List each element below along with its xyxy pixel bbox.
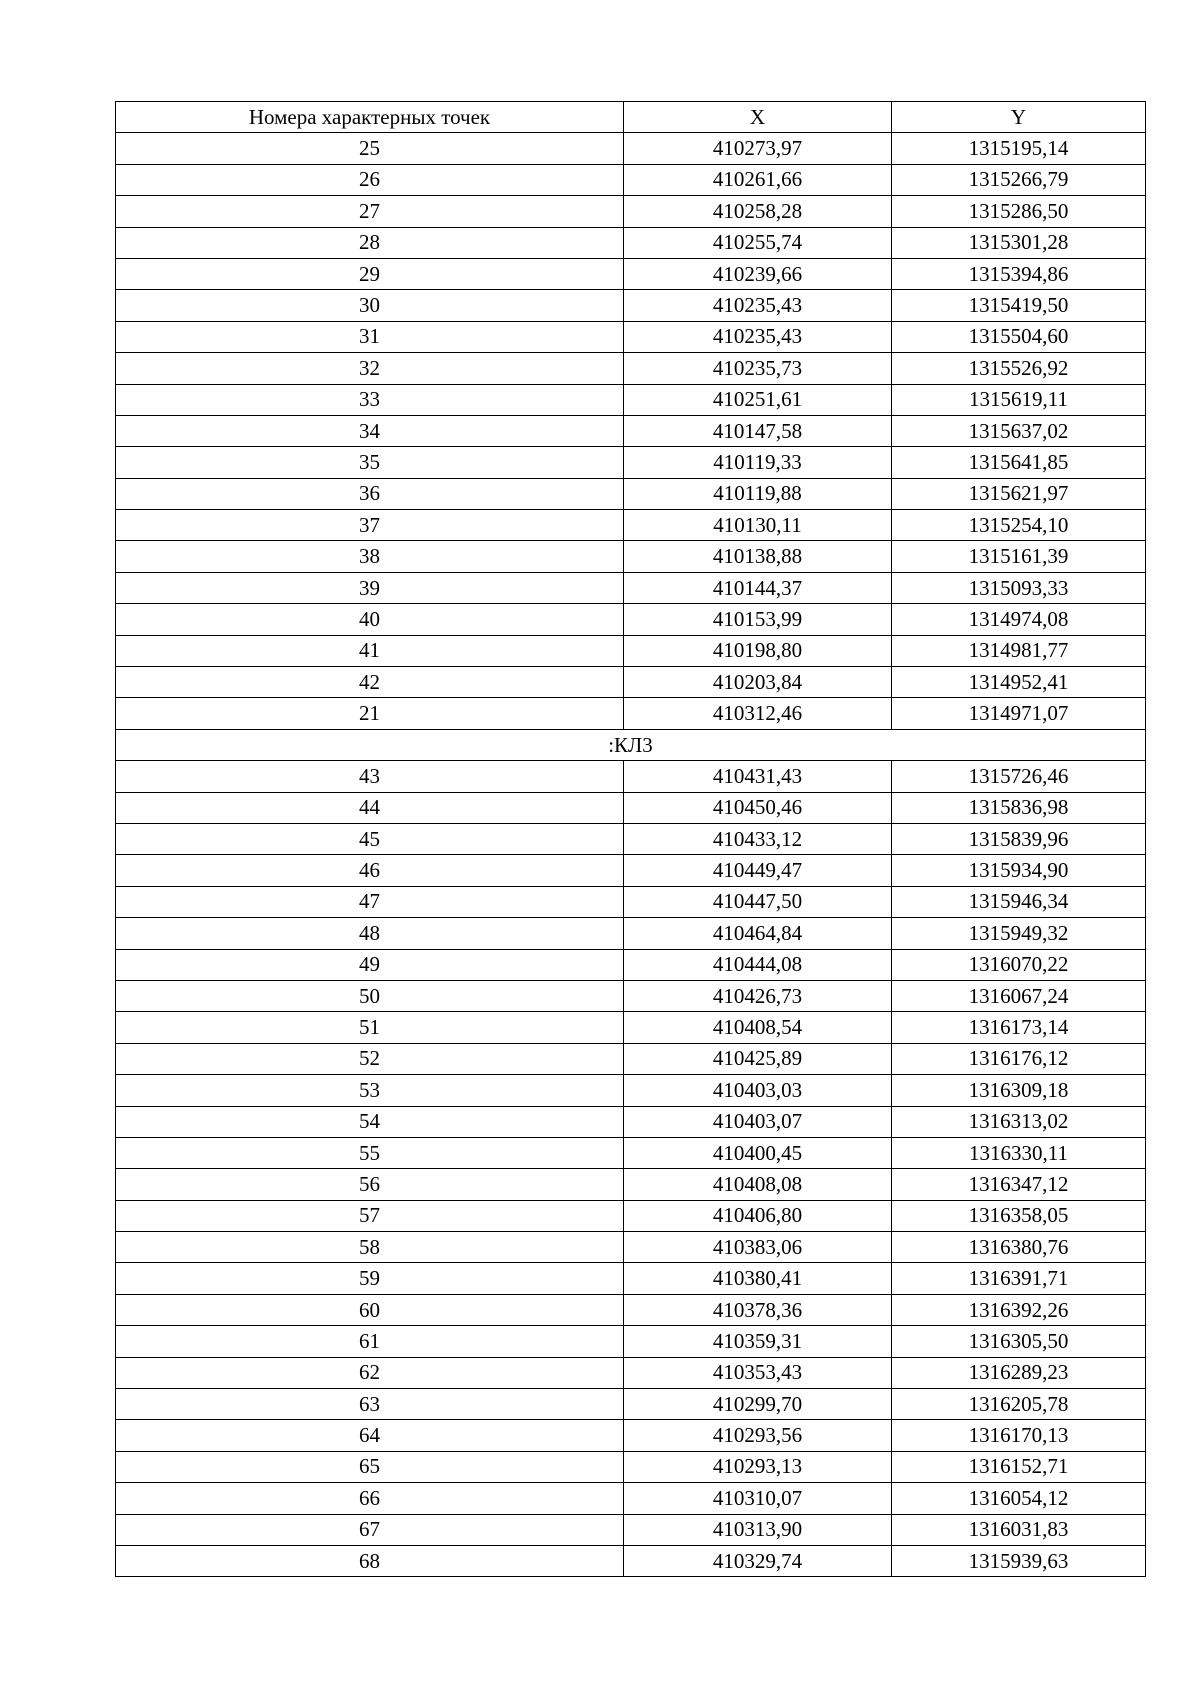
cell-x: 410464,84 [624,918,892,949]
cell-y: 1315301,28 [892,227,1146,258]
cell-point-number: 52 [116,1043,624,1074]
cell-x: 410144,37 [624,572,892,603]
table-row [116,478,1146,509]
cell-point-number: 44 [116,792,624,823]
cell-y: 1316289,23 [892,1357,1146,1388]
cell-point-number: 63 [116,1389,624,1420]
cell-y: 1315394,86 [892,258,1146,289]
cell-y: 1315619,11 [892,384,1146,415]
cell-y: 1315195,14 [892,133,1146,164]
cell-x: 410153,99 [624,604,892,635]
cell-x: 410299,70 [624,1389,892,1420]
cell-x: 410359,31 [624,1326,892,1357]
table-row [116,1232,1146,1263]
table-row [116,510,1146,541]
cell-y: 1316380,76 [892,1232,1146,1263]
cell-y: 1316070,22 [892,949,1146,980]
cell-point-number: 49 [116,949,624,980]
cell-x: 410406,80 [624,1200,892,1231]
table-row [116,415,1146,446]
cell-point-number: 51 [116,1012,624,1043]
cell-point-number: 40 [116,604,624,635]
cell-x: 410408,08 [624,1169,892,1200]
cell-point-number: 58 [116,1232,624,1263]
cell-y: 1315637,02 [892,415,1146,446]
cell-y: 1316313,02 [892,1106,1146,1137]
cell-x: 410378,36 [624,1294,892,1325]
cell-point-number: 26 [116,164,624,195]
cell-x: 410273,97 [624,133,892,164]
cell-x: 410310,07 [624,1483,892,1514]
cell-point-number: 46 [116,855,624,886]
table-row [116,1326,1146,1357]
table-row [116,1200,1146,1231]
cell-point-number: 64 [116,1420,624,1451]
cell-x: 410119,33 [624,447,892,478]
cell-y: 1314971,07 [892,698,1146,729]
cell-x: 410403,03 [624,1075,892,1106]
cell-y: 1316152,71 [892,1451,1146,1482]
cell-point-number: 68 [116,1545,624,1576]
table-row [116,1043,1146,1074]
table-row [116,164,1146,195]
table-row [116,447,1146,478]
cell-x: 410255,74 [624,227,892,258]
cell-x: 410403,07 [624,1106,892,1137]
cell-point-number: 54 [116,1106,624,1137]
cell-y: 1316305,50 [892,1326,1146,1357]
cell-x: 410450,46 [624,792,892,823]
cell-point-number: 30 [116,290,624,321]
cell-point-number: 27 [116,196,624,227]
section-label-row [116,729,1146,760]
cell-y: 1315946,34 [892,886,1146,917]
cell-x: 410235,73 [624,353,892,384]
cell-x: 410235,43 [624,321,892,352]
cell-x: 410313,90 [624,1514,892,1545]
cell-x: 410353,43 [624,1357,892,1388]
cell-y: 1315286,50 [892,196,1146,227]
cell-point-number: 32 [116,353,624,384]
cell-point-number: 37 [116,510,624,541]
cell-x: 410138,88 [624,541,892,572]
cell-point-number: 34 [116,415,624,446]
cell-point-number: 31 [116,321,624,352]
cell-x: 410329,74 [624,1545,892,1576]
cell-y: 1315266,79 [892,164,1146,195]
cell-y: 1315934,90 [892,855,1146,886]
cell-y: 1315836,98 [892,792,1146,823]
table-row [116,667,1146,698]
table-row [116,321,1146,352]
table-row [116,1169,1146,1200]
table-row [116,1389,1146,1420]
header-y: Y [892,102,1146,133]
coordinates-table [115,101,1146,1577]
cell-y: 1316170,13 [892,1420,1146,1451]
cell-point-number: 61 [116,1326,624,1357]
cell-point-number: 42 [116,667,624,698]
cell-x: 410383,06 [624,1232,892,1263]
cell-point-number: 62 [116,1357,624,1388]
header-point-number: Номера характерных точек [116,102,624,133]
table-row [116,572,1146,603]
cell-x: 410251,61 [624,384,892,415]
table-row [116,792,1146,823]
cell-y: 1316358,05 [892,1200,1146,1231]
cell-point-number: 36 [116,478,624,509]
cell-y: 1316173,14 [892,1012,1146,1043]
header-x: X [624,102,892,133]
cell-y: 1316347,12 [892,1169,1146,1200]
cell-x: 410147,58 [624,415,892,446]
cell-y: 1316054,12 [892,1483,1146,1514]
cell-x: 410239,66 [624,258,892,289]
table-row [116,1483,1146,1514]
cell-y: 1316330,11 [892,1137,1146,1168]
cell-point-number: 48 [116,918,624,949]
table-row [116,949,1146,980]
cell-x: 410431,43 [624,761,892,792]
table-row [116,1514,1146,1545]
cell-x: 410312,46 [624,698,892,729]
cell-y: 1316067,24 [892,980,1146,1011]
table-row [116,133,1146,164]
cell-x: 410408,54 [624,1012,892,1043]
cell-x: 410293,13 [624,1451,892,1482]
cell-y: 1314974,08 [892,604,1146,635]
table-row [116,258,1146,289]
table-row [116,761,1146,792]
cell-y: 1316391,71 [892,1263,1146,1294]
cell-point-number: 59 [116,1263,624,1294]
table-row [116,1357,1146,1388]
cell-point-number: 21 [116,698,624,729]
cell-x: 410261,66 [624,164,892,195]
table-row [116,918,1146,949]
cell-y: 1315839,96 [892,823,1146,854]
cell-y: 1315726,46 [892,761,1146,792]
table-row [116,855,1146,886]
cell-y: 1316176,12 [892,1043,1146,1074]
table-row [116,1012,1146,1043]
cell-point-number: 35 [116,447,624,478]
table-row [116,604,1146,635]
cell-x: 410203,84 [624,667,892,698]
cell-point-number: 55 [116,1137,624,1168]
table-row [116,541,1146,572]
table-row [116,1420,1146,1451]
cell-point-number: 53 [116,1075,624,1106]
table-row [116,196,1146,227]
cell-x: 410449,47 [624,855,892,886]
cell-point-number: 39 [116,572,624,603]
cell-y: 1316392,26 [892,1294,1146,1325]
cell-y: 1315641,85 [892,447,1146,478]
cell-point-number: 41 [116,635,624,666]
table-row [116,1106,1146,1137]
table-row [116,698,1146,729]
cell-x: 410400,45 [624,1137,892,1168]
cell-x: 410258,28 [624,196,892,227]
table-row [116,1075,1146,1106]
table-row [116,227,1146,258]
cell-y: 1315161,39 [892,541,1146,572]
cell-x: 410235,43 [624,290,892,321]
cell-point-number: 50 [116,980,624,1011]
cell-x: 410425,89 [624,1043,892,1074]
cell-point-number: 28 [116,227,624,258]
cell-point-number: 65 [116,1451,624,1482]
table-row [116,823,1146,854]
cell-x: 410380,41 [624,1263,892,1294]
cell-y: 1315093,33 [892,572,1146,603]
table-row [116,290,1146,321]
cell-x: 410444,08 [624,949,892,980]
cell-point-number: 33 [116,384,624,415]
cell-point-number: 66 [116,1483,624,1514]
cell-y: 1315254,10 [892,510,1146,541]
cell-x: 410130,11 [624,510,892,541]
table-row [116,384,1146,415]
cell-y: 1314952,41 [892,667,1146,698]
cell-point-number: 38 [116,541,624,572]
cell-point-number: 29 [116,258,624,289]
cell-x: 410426,73 [624,980,892,1011]
table-row [116,886,1146,917]
cell-point-number: 56 [116,1169,624,1200]
table-row [116,353,1146,384]
table-row [116,980,1146,1011]
cell-point-number: 57 [116,1200,624,1231]
cell-point-number: 47 [116,886,624,917]
cell-point-number: 25 [116,133,624,164]
section-label: :КЛ3 [116,729,1146,760]
table-row [116,1545,1146,1576]
cell-y: 1316205,78 [892,1389,1146,1420]
cell-y: 1315949,32 [892,918,1146,949]
cell-x: 410433,12 [624,823,892,854]
cell-y: 1315939,63 [892,1545,1146,1576]
cell-x: 410198,80 [624,635,892,666]
cell-y: 1314981,77 [892,635,1146,666]
table-body [116,133,1146,1577]
table-row [116,1294,1146,1325]
cell-y: 1315621,97 [892,478,1146,509]
cell-y: 1315419,50 [892,290,1146,321]
table-row [116,1263,1146,1294]
cell-point-number: 45 [116,823,624,854]
cell-y: 1315504,60 [892,321,1146,352]
cell-y: 1316309,18 [892,1075,1146,1106]
cell-point-number: 60 [116,1294,624,1325]
table-header-row [116,102,1146,133]
cell-y: 1316031,83 [892,1514,1146,1545]
cell-point-number: 43 [116,761,624,792]
table-row [116,1137,1146,1168]
cell-x: 410447,50 [624,886,892,917]
table-row [116,1451,1146,1482]
cell-x: 410119,88 [624,478,892,509]
cell-x: 410293,56 [624,1420,892,1451]
table-row [116,635,1146,666]
cell-y: 1315526,92 [892,353,1146,384]
cell-point-number: 67 [116,1514,624,1545]
